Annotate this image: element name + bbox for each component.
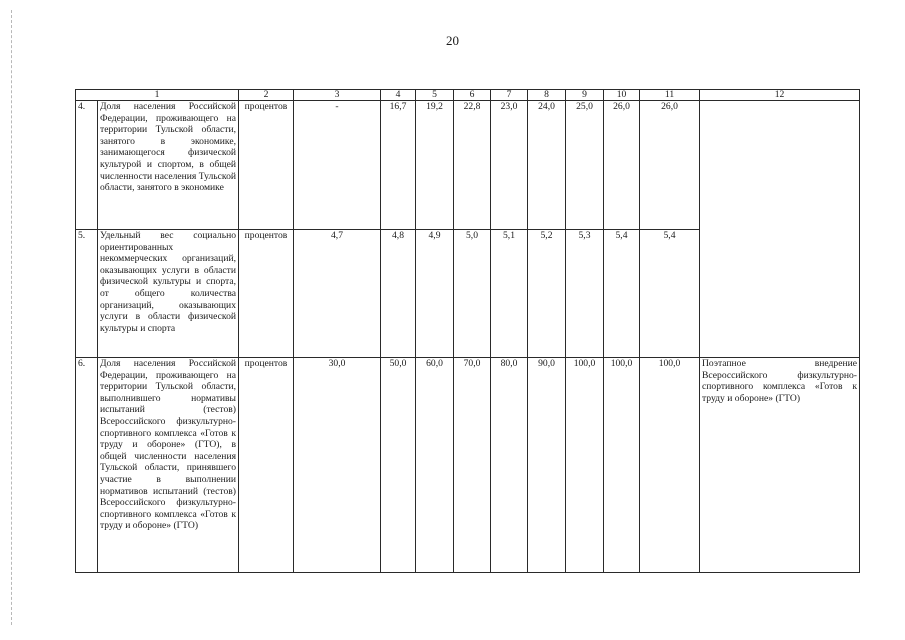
value-cell: 5,0 bbox=[454, 230, 491, 358]
value-cell: 60,0 bbox=[416, 358, 454, 573]
note-cell-empty bbox=[700, 101, 860, 358]
row-index: 5. bbox=[76, 230, 98, 358]
value-cell: 90,0 bbox=[528, 358, 566, 573]
column-header-10: 10 bbox=[604, 90, 640, 101]
indicators-table bbox=[75, 89, 860, 573]
column-header-12: 12 bbox=[700, 90, 860, 101]
value-cell: 70,0 bbox=[454, 358, 491, 573]
value-cell: 4,9 bbox=[416, 230, 454, 358]
value-cell: 100,0 bbox=[604, 358, 640, 573]
column-header-8: 8 bbox=[528, 90, 566, 101]
value-cell: 5,4 bbox=[604, 230, 640, 358]
page-number: 20 bbox=[446, 33, 459, 48]
column-header-11: 11 bbox=[640, 90, 700, 101]
value-cell: 19,2 bbox=[416, 101, 454, 230]
value-cell: 50,0 bbox=[381, 358, 416, 573]
value-cell: 5,2 bbox=[528, 230, 566, 358]
value-cell: 5,4 bbox=[640, 230, 700, 358]
value-cell: 80,0 bbox=[491, 358, 528, 573]
value-cell: 4,7 bbox=[294, 230, 381, 358]
indicator-name: Доля населения Российской Федерации, проживающего на территории Тульской области, занятого в экономике, занимающегося физической культурой и спортом, в общей численности населения Тульской области, занятого в экономике bbox=[98, 101, 239, 230]
unit-cell: процентов bbox=[239, 358, 294, 573]
value-cell: 26,0 bbox=[640, 101, 700, 230]
column-header-5: 5 bbox=[416, 90, 454, 101]
table-header-row bbox=[76, 90, 860, 101]
scan-edge-marks bbox=[11, 10, 12, 625]
column-header-3: 3 bbox=[294, 90, 381, 101]
value-cell: 5,3 bbox=[566, 230, 604, 358]
row-index: 6. bbox=[76, 358, 98, 573]
value-cell: 30,0 bbox=[294, 358, 381, 573]
column-header-4: 4 bbox=[381, 90, 416, 101]
column-header-9: 9 bbox=[566, 90, 604, 101]
table-row bbox=[76, 358, 860, 573]
column-header-6: 6 bbox=[454, 90, 491, 101]
indicator-name: Доля населения Российской Федерации, проживающего на территории Тульской области, выполнившего нормативы испытаний (тестов) Всероссийского физкультурно-спортивного комплекса «Готов к труду и обороне» (ГТО), в общей численности населения Тульской области, принявшего участие в выполнении нормативов испытаний (тестов) Всероссийского физкультурно-спортивного комплекса «Готов к труду и обороне» (ГТО) bbox=[98, 358, 239, 573]
column-header-1: 1 bbox=[76, 90, 239, 101]
value-cell: 26,0 bbox=[604, 101, 640, 230]
value-cell: 22,8 bbox=[454, 101, 491, 230]
unit-cell: процентов bbox=[239, 230, 294, 358]
table-row bbox=[76, 101, 860, 230]
indicator-name: Удельный вес социально ориентированных некоммерческих организаций, оказывающих услуги в области физической культуры и спорта, от общего количества организаций, оказывающих услуги в области физической культуры и спорта bbox=[98, 230, 239, 358]
column-header-7: 7 bbox=[491, 90, 528, 101]
value-cell: 16,7 bbox=[381, 101, 416, 230]
unit-cell: процентов bbox=[239, 101, 294, 230]
column-header-2: 2 bbox=[239, 90, 294, 101]
value-cell: 24,0 bbox=[528, 101, 566, 230]
value-cell: 100,0 bbox=[566, 358, 604, 573]
note-cell: Поэтапное внедрение Всероссийского физкультурно-спортивного комплекса «Готов к труду и обороне» (ГТО) bbox=[700, 358, 860, 573]
value-cell: 23,0 bbox=[491, 101, 528, 230]
row-index: 4. bbox=[76, 101, 98, 230]
value-cell: 100,0 bbox=[640, 358, 700, 573]
value-cell: - bbox=[294, 101, 381, 230]
value-cell: 25,0 bbox=[566, 101, 604, 230]
value-cell: 5,1 bbox=[491, 230, 528, 358]
value-cell: 4,8 bbox=[381, 230, 416, 358]
